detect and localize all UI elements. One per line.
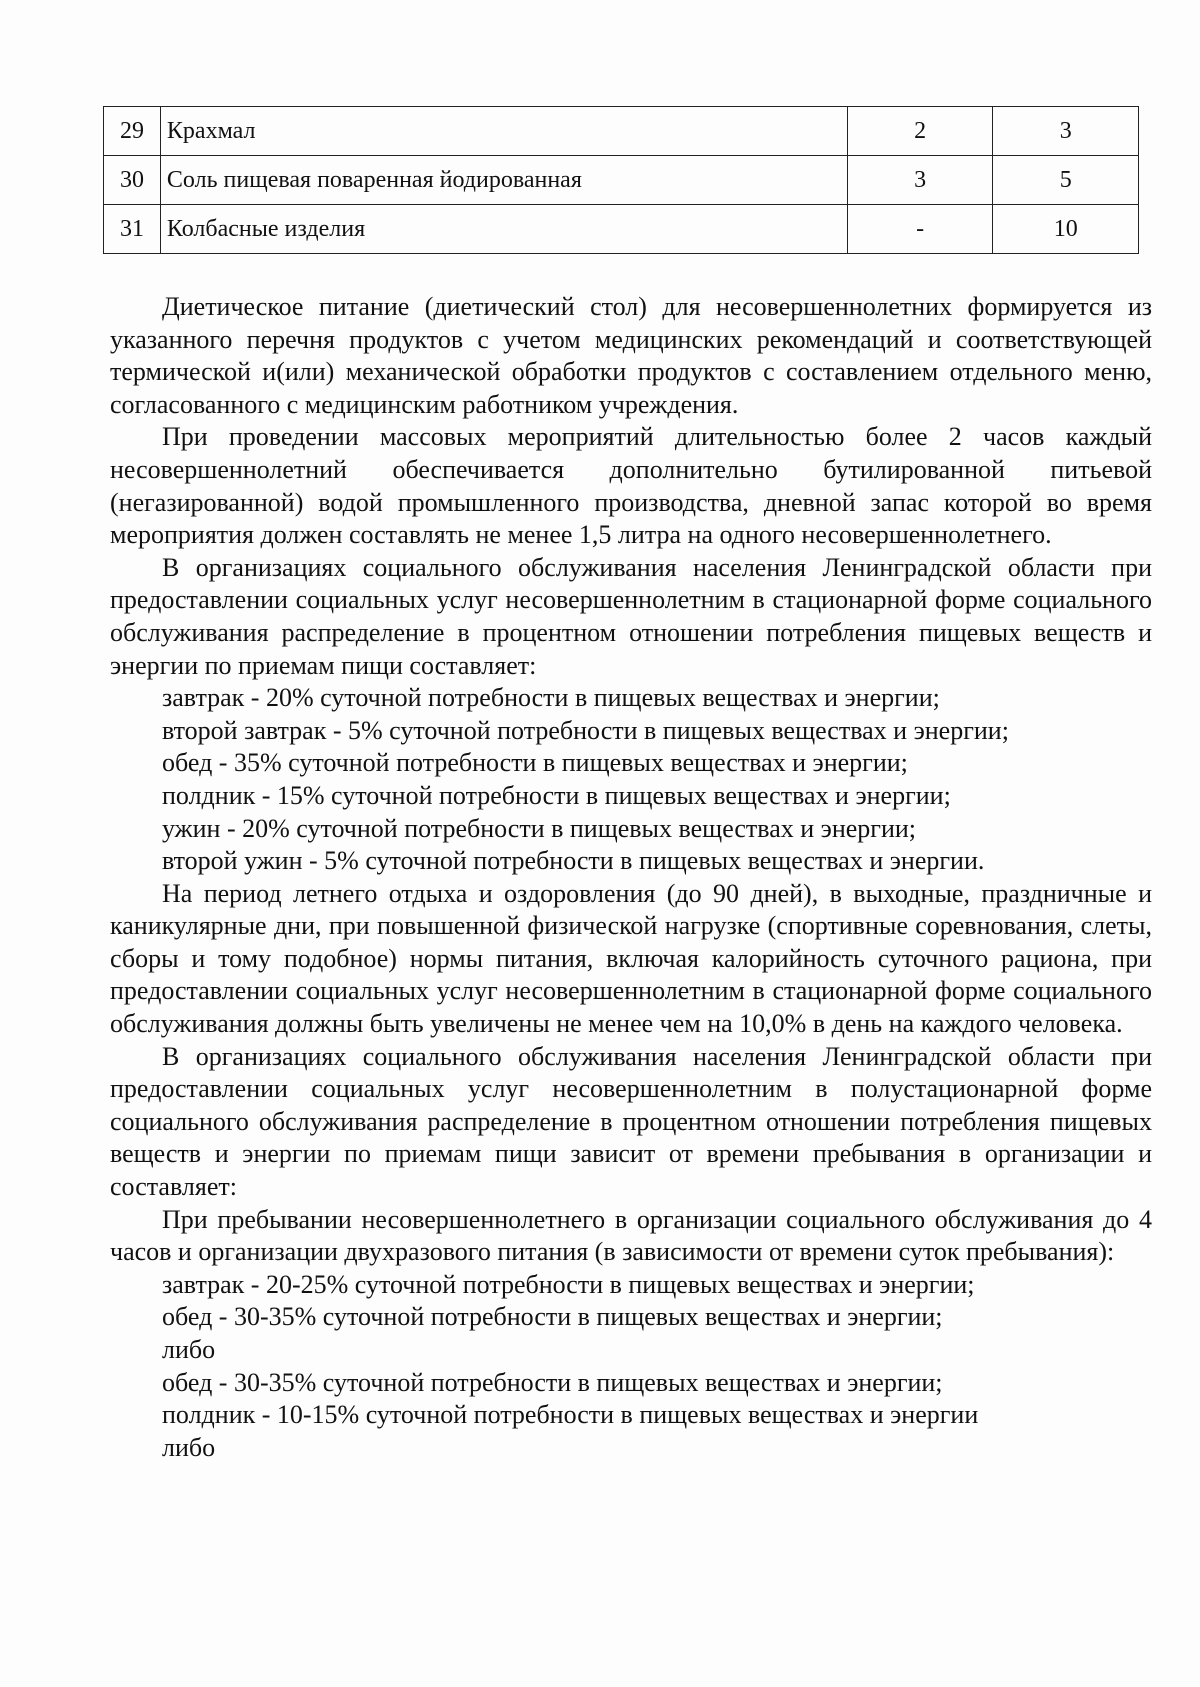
list-item: ужин - 20% суточной потребности в пищевых веществах и энергии; <box>162 813 917 843</box>
value-cell: 2 <box>847 107 993 156</box>
list-item: полдник - 10-15% суточной потребности в пищевых веществах и энергии <box>162 1400 979 1430</box>
paragraph: При проведении массовых мероприятий длительностью более 2 часов каждый несовершеннолетний обеспечивается дополнительно бутилированной питьевой (негазированной) водой промышленного производства, дневной запас которой во время мероприятия должен составлять не менее 1,5 литра на одного несовершеннолетнего. <box>110 422 1152 550</box>
product-name: Крахмал <box>160 107 847 156</box>
product-name: Колбасные изделия <box>160 205 847 254</box>
list-item: обед - 30-35% суточной потребности в пищевых веществах и энергии; <box>162 1302 943 1332</box>
value-cell: 3 <box>847 156 993 205</box>
product-name: Соль пищевая поваренная йодированная <box>160 156 847 205</box>
table-row <box>104 107 1139 156</box>
list-item: полдник - 15% суточной потребности в пищевых веществах и энергии; <box>162 780 951 810</box>
list-item: обед - 35% суточной потребности в пищевых веществах и энергии; <box>162 748 908 778</box>
table-row <box>104 205 1139 254</box>
list-item: второй завтрак - 5% суточной потребности в пищевых веществах и энергии; <box>162 715 1009 745</box>
paragraph: Диетическое питание (диетический стол) для несовершеннолетних формируется из указанного перечня продуктов с учетом медицинских рекомендаций и соответствующей термической и(или) механической обработки продуктов с составлением отдельного меню, согласованного с медицинским работником учреждения. <box>110 292 1152 419</box>
list-item: завтрак - 20-25% суточной потребности в пищевых веществах и энергии; <box>162 1269 975 1299</box>
paragraph: При пребывании несовершеннолетнего в организации социального обслуживания до 4 часов и организации двухразового питания (в зависимости от времени суток пребывания): <box>110 1204 1152 1267</box>
paragraph: В организациях социального обслуживания населения Ленинградской области при предоставлении социальных услуг несовершеннолетним в полустационарной форме социального обслуживания распределение в процентном отношении потребления пищевых веществ и энергии по приемам пищи зависит от времени пребывания в организации и составляет: <box>110 1041 1152 1202</box>
list-item: либо <box>162 1432 216 1462</box>
value-cell: 5 <box>993 156 1139 205</box>
row-number: 31 <box>104 205 161 254</box>
list-item: второй ужин - 5% суточной потребности в пищевых веществах и энергии. <box>162 846 985 876</box>
paragraph: В организациях социального обслуживания населения Ленинградской области при предоставлении социальных услуг несовершеннолетним в стационарной форме социального обслуживания распределение в процентном отношении потребления пищевых веществ и энергии по приемам пищи составляет: <box>110 552 1152 680</box>
table-row <box>104 156 1139 205</box>
list-item: обед - 30-35% суточной потребности в пищевых веществах и энергии; <box>162 1367 943 1397</box>
document-body <box>110 291 1152 1464</box>
value-cell: 10 <box>993 205 1139 254</box>
value-cell: 3 <box>993 107 1139 156</box>
row-number: 29 <box>104 107 161 156</box>
paragraph: На период летнего отдыха и оздоровления (до 90 дней), в выходные, праздничные и каникулярные дни, при повышенной физической нагрузке (спортивные соревнования, слеты, сборы и тому подобное) нормы питания, включая калорийность суточного рациона, при предоставлении социальных услуг несовершеннолетним в стационарной форме социального обслуживания должны быть увеличены не менее чем на 10,0% в день на каждого человека. <box>110 878 1152 1039</box>
list-item: завтрак - 20% суточной потребности в пищевых веществах и энергии; <box>162 683 940 713</box>
list-item: либо <box>162 1335 216 1364</box>
value-cell: - <box>847 205 993 254</box>
products-table <box>103 106 1139 254</box>
row-number: 30 <box>104 156 161 205</box>
